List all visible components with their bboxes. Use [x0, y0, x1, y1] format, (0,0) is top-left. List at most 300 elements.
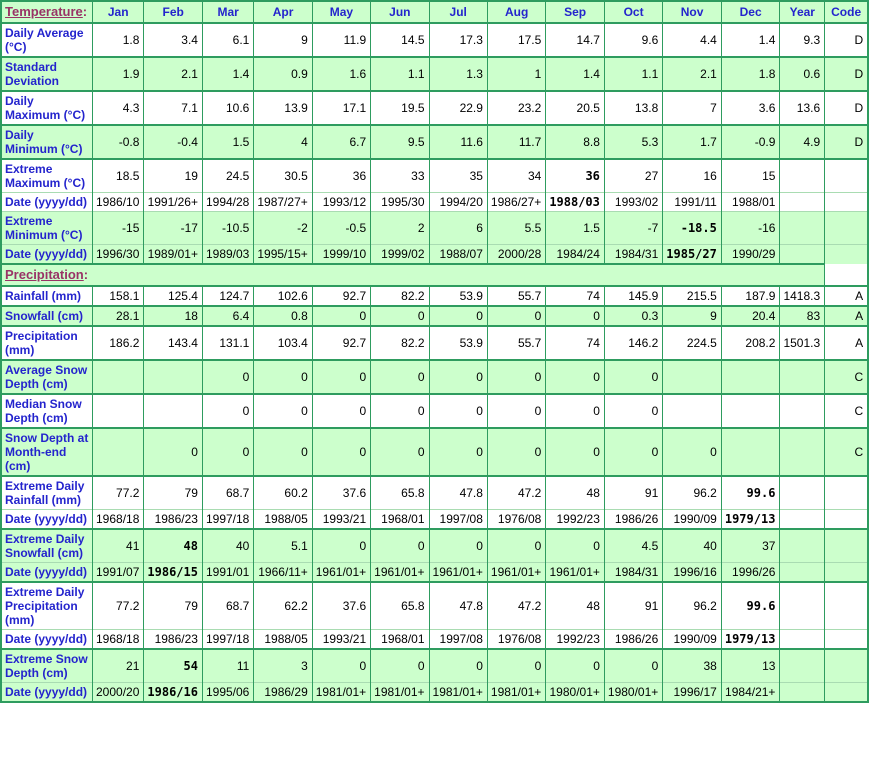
date-cell: 1988/05 [254, 630, 312, 650]
row-label: Extreme Snow Depth (cm) [1, 649, 93, 683]
year-cell [780, 360, 825, 394]
date-cell: 1981/01+ [429, 683, 487, 703]
value-cell: 96.2 [663, 582, 722, 630]
value-cell: 0 [546, 428, 605, 476]
year-cell [780, 428, 825, 476]
year-cell [780, 245, 825, 265]
value-cell: 48 [546, 582, 605, 630]
date-cell: 1988/01 [721, 193, 780, 212]
date-cell: 2000/20 [93, 683, 144, 703]
year-cell [780, 582, 825, 630]
value-cell: 74 [546, 286, 605, 306]
value-cell: 0 [254, 428, 312, 476]
value-cell: 0 [546, 306, 605, 326]
value-cell [663, 394, 722, 428]
date-cell: 1966/11+ [254, 563, 312, 583]
value-cell: 82.2 [371, 286, 429, 306]
date-cell: 1992/23 [546, 510, 605, 530]
value-cell: 215.5 [663, 286, 722, 306]
value-cell: 131.1 [202, 326, 253, 360]
table-row [1, 683, 868, 703]
date-cell: 1992/23 [546, 630, 605, 650]
date-cell: 1986/26 [604, 630, 662, 650]
value-cell: 0.8 [254, 306, 312, 326]
table-row [1, 649, 868, 683]
value-cell: -18.5 [663, 212, 722, 245]
value-cell: 37.6 [312, 476, 370, 510]
value-cell: 9.5 [371, 125, 429, 159]
year-cell [780, 159, 825, 193]
row-label: Daily Average (°C) [1, 23, 93, 57]
value-cell: -2 [254, 212, 312, 245]
precipitation-section-header [1, 264, 825, 286]
value-cell: 3 [254, 649, 312, 683]
table-row [1, 582, 868, 630]
value-cell: 9.6 [604, 23, 662, 57]
value-cell: 145.9 [604, 286, 662, 306]
date-cell: 1993/12 [312, 193, 370, 212]
value-cell: 47.2 [487, 476, 545, 510]
value-cell: 8.8 [546, 125, 605, 159]
date-cell: 1979/13 [721, 630, 780, 650]
value-cell: 22.9 [429, 91, 487, 125]
value-cell: 77.2 [93, 476, 144, 510]
value-cell: 158.1 [93, 286, 144, 306]
value-cell: 0 [202, 394, 253, 428]
date-cell: 1989/01+ [144, 245, 203, 265]
value-cell: 125.4 [144, 286, 203, 306]
value-cell: 18 [144, 306, 203, 326]
value-cell: 5.5 [487, 212, 545, 245]
value-cell: 0 [487, 394, 545, 428]
value-cell: 0 [487, 428, 545, 476]
value-cell: 34 [487, 159, 545, 193]
date-cell: 1995/06 [202, 683, 253, 703]
date-cell: 1986/15 [144, 563, 203, 583]
date-cell: 2000/28 [487, 245, 545, 265]
date-cell: 1961/01+ [546, 563, 605, 583]
column-header-apr: Apr [254, 1, 312, 23]
value-cell [144, 394, 203, 428]
value-cell: -16 [721, 212, 780, 245]
date-cell: 1991/07 [93, 563, 144, 583]
date-cell: 1997/18 [202, 510, 253, 530]
year-cell [780, 649, 825, 683]
value-cell: 3.4 [144, 23, 203, 57]
value-cell: 13.8 [604, 91, 662, 125]
value-cell: 36 [312, 159, 370, 193]
value-cell: 1.7 [663, 125, 722, 159]
value-cell: 9 [254, 23, 312, 57]
value-cell: 99.6 [721, 582, 780, 630]
table-row [1, 529, 868, 563]
value-cell: 1.1 [371, 57, 429, 91]
code-cell [825, 510, 869, 530]
value-cell: 0 [604, 360, 662, 394]
code-cell: C [825, 394, 869, 428]
date-cell: 1986/23 [144, 510, 203, 530]
value-cell: 0 [312, 360, 370, 394]
table-row [1, 563, 868, 583]
value-cell: 103.4 [254, 326, 312, 360]
date-cell: 1980/01+ [546, 683, 605, 703]
value-cell [93, 360, 144, 394]
date-cell: 1991/01 [202, 563, 253, 583]
value-cell: -0.8 [93, 125, 144, 159]
code-cell: D [825, 57, 869, 91]
value-cell: 79 [144, 476, 203, 510]
date-cell: 1987/27+ [254, 193, 312, 212]
value-cell: 27 [604, 159, 662, 193]
date-cell: 1995/15+ [254, 245, 312, 265]
value-cell: 47.8 [429, 476, 487, 510]
value-cell: -0.9 [721, 125, 780, 159]
value-cell: 13.9 [254, 91, 312, 125]
value-cell: 92.7 [312, 326, 370, 360]
column-header-mar: Mar [202, 1, 253, 23]
code-cell: D [825, 125, 869, 159]
code-cell [825, 683, 869, 703]
code-cell: A [825, 326, 869, 360]
value-cell: 143.4 [144, 326, 203, 360]
date-cell: 1985/27 [663, 245, 722, 265]
value-cell: 82.2 [371, 326, 429, 360]
value-cell: 0 [663, 428, 722, 476]
value-cell: 96.2 [663, 476, 722, 510]
code-cell: D [825, 23, 869, 57]
value-cell: 0 [312, 306, 370, 326]
date-cell: 1995/30 [371, 193, 429, 212]
value-cell: 79 [144, 582, 203, 630]
row-label: Date (yyyy/dd) [1, 510, 93, 530]
code-cell [825, 245, 869, 265]
date-cell: 1976/08 [487, 630, 545, 650]
date-cell: 1981/01+ [371, 683, 429, 703]
value-cell: 0 [487, 649, 545, 683]
row-label: Date (yyyy/dd) [1, 683, 93, 703]
value-cell: 0 [371, 360, 429, 394]
date-cell: 1994/28 [202, 193, 253, 212]
value-cell: 0 [202, 428, 253, 476]
value-cell: 37 [721, 529, 780, 563]
value-cell: 20.4 [721, 306, 780, 326]
value-cell: 91 [604, 582, 662, 630]
value-cell: 4.3 [93, 91, 144, 125]
date-cell: 1961/01+ [487, 563, 545, 583]
column-header-jun: Jun [371, 1, 429, 23]
value-cell: 0 [312, 529, 370, 563]
value-cell [93, 428, 144, 476]
date-cell: 1993/02 [604, 193, 662, 212]
code-cell [825, 212, 869, 245]
value-cell: 0 [144, 428, 203, 476]
value-cell: 0 [487, 529, 545, 563]
section-title-colon: : [82, 4, 88, 19]
date-cell: 1968/01 [371, 630, 429, 650]
value-cell: 14.5 [371, 23, 429, 57]
date-cell: 1968/01 [371, 510, 429, 530]
value-cell: 40 [663, 529, 722, 563]
year-cell: 4.9 [780, 125, 825, 159]
date-cell: 1988/07 [429, 245, 487, 265]
value-cell: 0.9 [254, 57, 312, 91]
table-row [1, 306, 868, 326]
value-cell: 0 [371, 529, 429, 563]
value-cell: 0 [371, 428, 429, 476]
value-cell: 21 [93, 649, 144, 683]
year-cell: 13.6 [780, 91, 825, 125]
date-cell: 1984/24 [546, 245, 605, 265]
value-cell: 0 [546, 529, 605, 563]
code-cell [825, 649, 869, 683]
value-cell: 2.1 [144, 57, 203, 91]
value-cell: 20.5 [546, 91, 605, 125]
value-cell: 6.7 [312, 125, 370, 159]
table-row [1, 159, 868, 193]
temperature-section-header [1, 1, 93, 23]
value-cell: 54 [144, 649, 203, 683]
date-cell: 1996/26 [721, 563, 780, 583]
row-label: Extreme Daily Snowfall (cm) [1, 529, 93, 563]
value-cell: 1.4 [546, 57, 605, 91]
row-label: Snow Depth at Month-end (cm) [1, 428, 93, 476]
year-cell [780, 683, 825, 703]
column-header-year: Year [780, 1, 825, 23]
row-label: Extreme Daily Precipitation (mm) [1, 582, 93, 630]
value-cell: 0.3 [604, 306, 662, 326]
value-cell: 10.6 [202, 91, 253, 125]
value-cell: 11 [202, 649, 253, 683]
year-cell [780, 394, 825, 428]
row-label: Rainfall (mm) [1, 286, 93, 306]
row-label: Daily Minimum (°C) [1, 125, 93, 159]
table-row [1, 193, 868, 212]
value-cell: 48 [546, 476, 605, 510]
value-cell: 0 [487, 306, 545, 326]
value-cell: 99.6 [721, 476, 780, 510]
value-cell: 5.1 [254, 529, 312, 563]
value-cell: 0 [604, 394, 662, 428]
date-cell: 1984/31 [604, 245, 662, 265]
value-cell: 35 [429, 159, 487, 193]
value-cell: 17.1 [312, 91, 370, 125]
column-header-code: Code [825, 1, 869, 23]
year-cell: 0.6 [780, 57, 825, 91]
value-cell: 0 [254, 394, 312, 428]
column-header-jan: Jan [93, 1, 144, 23]
value-cell: 74 [546, 326, 605, 360]
value-cell: 65.8 [371, 476, 429, 510]
year-cell: 9.3 [780, 23, 825, 57]
value-cell: 0 [546, 394, 605, 428]
value-cell: -0.5 [312, 212, 370, 245]
value-cell: 0 [546, 649, 605, 683]
value-cell: 11.7 [487, 125, 545, 159]
value-cell [144, 360, 203, 394]
value-cell: 0 [254, 360, 312, 394]
date-cell: 1981/01+ [487, 683, 545, 703]
value-cell: 68.7 [202, 476, 253, 510]
value-cell: 224.5 [663, 326, 722, 360]
value-cell: -17 [144, 212, 203, 245]
value-cell: 14.7 [546, 23, 605, 57]
value-cell: 33 [371, 159, 429, 193]
value-cell: 0 [312, 649, 370, 683]
value-cell: -0.4 [144, 125, 203, 159]
value-cell: 1.4 [202, 57, 253, 91]
value-cell: 23.2 [487, 91, 545, 125]
table-row [1, 510, 868, 530]
date-cell: 1991/11 [663, 193, 722, 212]
code-cell [825, 630, 869, 650]
date-cell: 1979/13 [721, 510, 780, 530]
value-cell: 17.5 [487, 23, 545, 57]
value-cell: 62.2 [254, 582, 312, 630]
row-label: Date (yyyy/dd) [1, 193, 93, 212]
row-label: Average Snow Depth (cm) [1, 360, 93, 394]
table-row [1, 360, 868, 394]
value-cell: 19 [144, 159, 203, 193]
date-cell: 1990/09 [663, 630, 722, 650]
value-cell: 0 [312, 428, 370, 476]
value-cell: 1.5 [546, 212, 605, 245]
date-cell: 1976/08 [487, 510, 545, 530]
date-cell: 1986/10 [93, 193, 144, 212]
table-row [1, 57, 868, 91]
value-cell: 1.6 [312, 57, 370, 91]
value-cell: 1.1 [604, 57, 662, 91]
value-cell: 1.5 [202, 125, 253, 159]
column-header-may: May [312, 1, 370, 23]
value-cell: 6.4 [202, 306, 253, 326]
value-cell: 47.8 [429, 582, 487, 630]
year-cell: 1418.3 [780, 286, 825, 306]
date-cell: 1986/29 [254, 683, 312, 703]
value-cell: 0 [429, 394, 487, 428]
value-cell: 1.8 [721, 57, 780, 91]
year-cell: 83 [780, 306, 825, 326]
column-header-aug: Aug [487, 1, 545, 23]
value-cell: 0 [604, 428, 662, 476]
date-cell: 1990/09 [663, 510, 722, 530]
date-cell: 1988/03 [546, 193, 605, 212]
row-label: Median Snow Depth (cm) [1, 394, 93, 428]
date-cell: 1984/31 [604, 563, 662, 583]
date-cell: 1968/18 [93, 630, 144, 650]
section-title-colon: : [83, 267, 89, 282]
value-cell: 38 [663, 649, 722, 683]
date-cell: 1961/01+ [429, 563, 487, 583]
value-cell: 4.5 [604, 529, 662, 563]
column-header-sep: Sep [546, 1, 605, 23]
date-cell: 1986/16 [144, 683, 203, 703]
row-label: Daily Maximum (°C) [1, 91, 93, 125]
value-cell: 28.1 [93, 306, 144, 326]
date-cell: 1996/30 [93, 245, 144, 265]
value-cell: -15 [93, 212, 144, 245]
value-cell: 0 [371, 306, 429, 326]
date-cell: 1986/27+ [487, 193, 545, 212]
value-cell: 0 [202, 360, 253, 394]
value-cell: 40 [202, 529, 253, 563]
value-cell: 55.7 [487, 286, 545, 306]
value-cell: 7.1 [144, 91, 203, 125]
year-cell [780, 510, 825, 530]
table-row [1, 630, 868, 650]
year-cell [780, 529, 825, 563]
value-cell: 0 [371, 649, 429, 683]
table-body [1, 23, 868, 702]
code-cell: A [825, 286, 869, 306]
value-cell: 17.3 [429, 23, 487, 57]
value-cell: 9 [663, 306, 722, 326]
date-cell: 1997/08 [429, 630, 487, 650]
value-cell [93, 394, 144, 428]
date-cell: 1980/01+ [604, 683, 662, 703]
value-cell: 1.8 [93, 23, 144, 57]
row-label: Extreme Daily Rainfall (mm) [1, 476, 93, 510]
date-cell: 1986/23 [144, 630, 203, 650]
value-cell: 7 [663, 91, 722, 125]
date-cell: 1988/05 [254, 510, 312, 530]
row-label: Snowfall (cm) [1, 306, 93, 326]
value-cell [663, 360, 722, 394]
date-cell: 1990/29 [721, 245, 780, 265]
date-cell: 1996/17 [663, 683, 722, 703]
value-cell: 30.5 [254, 159, 312, 193]
date-cell: 1981/01+ [312, 683, 370, 703]
value-cell: 41 [93, 529, 144, 563]
date-cell: 1961/01+ [371, 563, 429, 583]
code-cell [825, 529, 869, 563]
value-cell: 68.7 [202, 582, 253, 630]
section-row [1, 264, 868, 286]
value-cell: 16 [663, 159, 722, 193]
year-cell: 1501.3 [780, 326, 825, 360]
value-cell: 11.9 [312, 23, 370, 57]
date-cell: 1968/18 [93, 510, 144, 530]
value-cell: 0 [312, 394, 370, 428]
value-cell [721, 428, 780, 476]
value-cell: 2.1 [663, 57, 722, 91]
code-cell [825, 159, 869, 193]
value-cell: 186.2 [93, 326, 144, 360]
table-header [1, 1, 868, 23]
date-cell: 1994/20 [429, 193, 487, 212]
value-cell: 48 [144, 529, 203, 563]
row-label: Precipitation (mm) [1, 326, 93, 360]
date-cell: 1961/01+ [312, 563, 370, 583]
date-cell: 1991/26+ [144, 193, 203, 212]
value-cell: 6 [429, 212, 487, 245]
value-cell: 1.4 [721, 23, 780, 57]
table-row [1, 326, 868, 360]
value-cell: 0 [429, 306, 487, 326]
row-label: Standard Deviation [1, 57, 93, 91]
column-header-dec: Dec [721, 1, 780, 23]
value-cell [721, 394, 780, 428]
code-cell [825, 476, 869, 510]
row-label: Date (yyyy/dd) [1, 630, 93, 650]
value-cell: 77.2 [93, 582, 144, 630]
year-cell [780, 193, 825, 212]
table-row [1, 23, 868, 57]
year-cell [780, 212, 825, 245]
table-row [1, 125, 868, 159]
code-cell [825, 193, 869, 212]
value-cell: 1.9 [93, 57, 144, 91]
code-cell: C [825, 428, 869, 476]
